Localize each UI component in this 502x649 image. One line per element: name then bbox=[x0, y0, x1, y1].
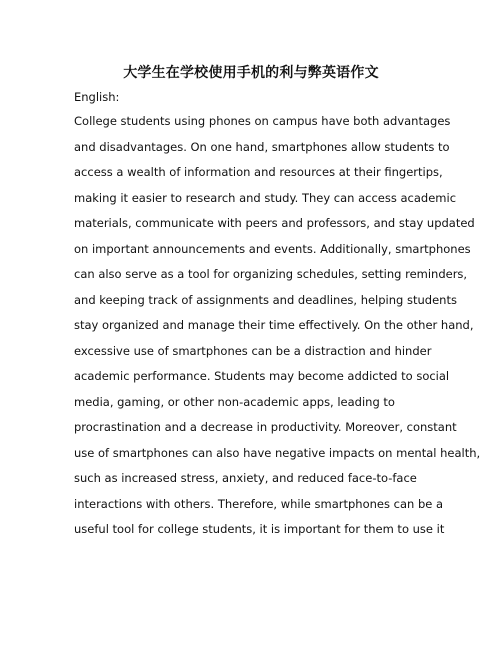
paragraph-line: such as increased stress, anxiety, and reduced face-to-face bbox=[74, 471, 417, 485]
document-title: 大学生在学校使用手机的利与弊英语作文 bbox=[123, 65, 379, 81]
paragraph-line: stay organized and manage their time effectively. On the other hand, bbox=[74, 318, 474, 332]
paragraph-line: use of smartphones can also have negative impacts on mental health, bbox=[74, 445, 481, 460]
paragraph-line: materials, communicate with peers and professors, and stay updated bbox=[74, 216, 475, 230]
paragraph-line: academic performance. Students may become addicted to social bbox=[74, 369, 450, 383]
paragraph-line: useful tool for college students, it is important for them to use it bbox=[74, 522, 445, 536]
paragraph-line: and disadvantages. On one hand, smartphones allow students to bbox=[74, 139, 450, 154]
paragraph-line: and keeping track of assignments and deadlines, helping students bbox=[74, 292, 457, 307]
paragraph-line: can also serve as a tool for organizing schedules, setting reminders, bbox=[74, 267, 468, 281]
paragraph-line: access a wealth of information and resources at their fingertips, bbox=[74, 165, 443, 179]
paragraph-line: College students using phones on campus have both advantages bbox=[74, 114, 451, 128]
paragraph-line: media, gaming, or other non-academic apps, leading to bbox=[74, 394, 395, 409]
paragraph-line: procrastination and a decrease in productivity. Moreover, constant bbox=[74, 420, 457, 434]
paragraph-line: on important announcements and events. Additionally, smartphones bbox=[74, 241, 471, 256]
essay-paragraph bbox=[74, 114, 481, 548]
paragraph-line: excessive use of smartphones can be a distraction and hinder bbox=[74, 343, 432, 358]
language-label: English: bbox=[74, 90, 120, 104]
paragraph-line: interactions with others. Therefore, while smartphones can be a bbox=[74, 496, 444, 511]
paragraph-line: making it easier to research and study. They can access academic bbox=[74, 190, 457, 205]
